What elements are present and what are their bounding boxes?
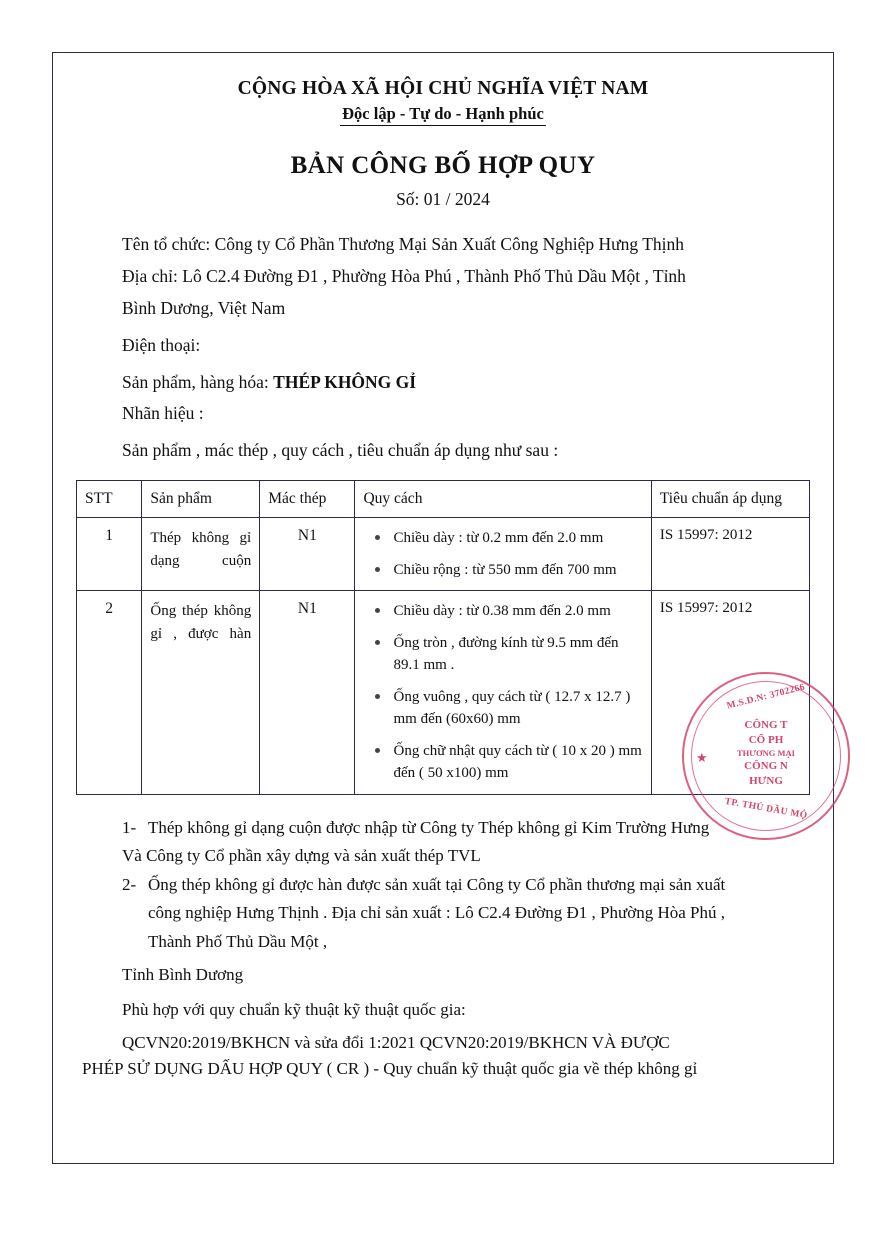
- note-1-continued: Và Công ty Cổ phần xây dựng và sản xuất thép TVL: [122, 846, 481, 866]
- header-product: Sản phẩm: [142, 481, 260, 518]
- cell-grade: N1: [260, 518, 355, 591]
- seal-registration-number: M.S.D.N: 3702266: [725, 682, 807, 712]
- org-name: Tên tổ chức: Công ty Cổ Phần Thương Mại Sản Xuất Công Nghiệp Hưng Thịnh: [122, 234, 685, 254]
- page-title: BẢN CÔNG BỐ HỢP QUY: [290, 152, 596, 179]
- spec-item: Chiều rộng : từ 550 mm đến 700 mm: [393, 559, 642, 582]
- cell-standard: IS 15997: 2012: [651, 591, 809, 795]
- spec-list: [363, 600, 642, 785]
- seal-line-2: CỔ PH: [748, 733, 784, 746]
- header-stt: STT: [77, 481, 142, 518]
- notes-section: [76, 815, 810, 955]
- note-2-continued-2: Thành Phố Thủ Dầu Một ,: [148, 931, 328, 951]
- cell-stt: 2: [77, 591, 142, 795]
- cell-spec: [355, 518, 651, 591]
- conformity-intro: Phù hợp với quy chuẩn kỹ thuật kỹ thuật quốc gia:: [122, 999, 466, 1019]
- cell-product: Thép không gỉ dạng cuộn: [142, 518, 260, 591]
- note-1: [76, 815, 810, 841]
- table-row: [77, 591, 810, 795]
- spec-item: Chiều dày : từ 0.38 mm đến 2.0 mm: [393, 600, 642, 623]
- product-line: [76, 370, 810, 396]
- header-grade: Mác thép: [260, 481, 355, 518]
- seal-line-1: CÔNG T: [744, 719, 788, 731]
- product-intro: Sản phẩm , mác thép , quy cách , tiêu chuẩn áp dụng như sau :: [122, 440, 559, 461]
- star-icon: ★: [696, 750, 708, 765]
- spec-item: Chiều dày : từ 0.2 mm đến 2.0 mm: [393, 527, 642, 550]
- product-brand: Nhãn hiệu :: [122, 403, 204, 424]
- org-phone: Điện thoại:: [122, 334, 201, 355]
- document-header: [76, 78, 810, 210]
- spec-item: Ống tròn , đường kính từ 9.5 mm đến 89.1 mm .: [393, 632, 642, 677]
- note-number: 2-: [122, 874, 137, 894]
- table-row: [77, 518, 810, 591]
- cell-standard: IS 15997: 2012: [651, 518, 809, 591]
- cell-stt: 1: [77, 518, 142, 591]
- specification-table: [76, 480, 810, 795]
- note-text: Thép không gỉ dạng cuộn được nhập từ Công ty Thép không gỉ Kim Trường Hưng: [148, 817, 710, 837]
- table-header-row: [77, 481, 810, 518]
- note-2-continued-1: công nghiệp Hưng Thịnh . Địa chỉ sản xuất : Lô C2.4 Đường Đ1 , Phường Hòa Phú ,: [148, 903, 725, 923]
- national-motto: Độc lập - Tự do - Hạnh phúc: [340, 104, 546, 126]
- product-label: Sản phẩm, hàng hóa:: [122, 371, 274, 392]
- note-2: [76, 872, 810, 898]
- spec-item: Ống chữ nhật quy cách từ ( 10 x 20 ) mm đến ( 50 x100) mm: [393, 740, 642, 785]
- note-text: Ống thép không gỉ được hàn được sản xuất tại Công ty Cổ phần thương mại sản xuất: [148, 874, 726, 894]
- seal-line-3: THƯƠNG MẠI: [736, 747, 795, 758]
- note-number: 1-: [122, 817, 137, 837]
- national-title: CỘNG HÒA XÃ HỘI CHỦ NGHĨA VIỆT NAM: [237, 78, 649, 99]
- cell-product: Ống thép không gỉ , được hàn: [142, 591, 260, 795]
- header-standard: Tiêu chuẩn áp dụng: [651, 481, 809, 518]
- closing-section: [76, 962, 810, 1081]
- spec-list: [363, 527, 642, 581]
- org-address-line1: Địa chỉ: Lô C2.4 Đường Đ1 , Phường Hòa Phú , Thành Phố Thủ Dầu Một , Tỉnh: [122, 265, 686, 286]
- conformity-line-2: PHÉP SỬ DỤNG DẤU HỢP QUY ( CR ) - Quy chuẩn kỹ thuật quốc gia về thép không gỉ: [82, 1058, 698, 1078]
- seal-line-5: HƯNG: [749, 775, 783, 787]
- document-number: Số: 01 / 2024: [396, 189, 490, 209]
- cell-spec: [355, 591, 651, 795]
- cell-grade: N1: [260, 591, 355, 795]
- document-page: [52, 52, 834, 1164]
- header-spec: Quy cách: [355, 481, 651, 518]
- spec-item: Ống vuông , quy cách từ ( 12.7 x 12.7 ) mm đến (60x60) mm: [393, 686, 642, 731]
- org-address-line2: Bình Dương, Việt Nam: [122, 297, 286, 318]
- conformity-line-1: QCVN20:2019/BKHCN và sửa đổi 1:2021 QCVN20:2019/BKHCN VÀ ĐƯỢC: [122, 1033, 670, 1053]
- seal-location: TP. THỦ DẦU MỘ: [723, 796, 809, 822]
- seal-line-4: CÔNG N: [744, 760, 788, 773]
- province-line: Tỉnh Bình Dương: [122, 965, 244, 985]
- product-value: THÉP KHÔNG GỈ: [273, 371, 417, 392]
